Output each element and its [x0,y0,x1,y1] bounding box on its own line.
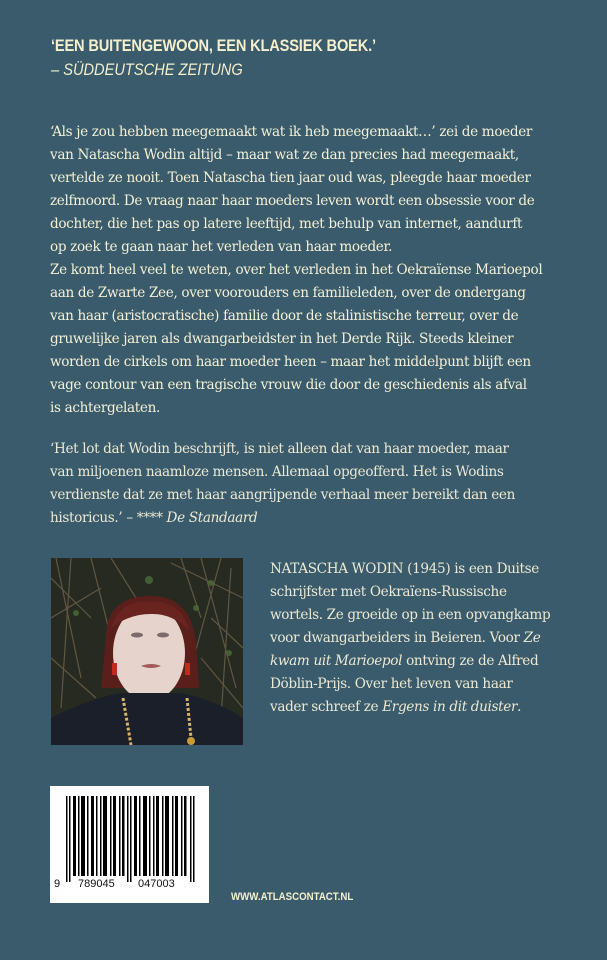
bio-line [270,650,550,673]
quote-last-text: historicus.’ – [50,510,137,526]
blurb-line: vertelde ze nooit. Toen Natascha tien jaar oud was, pleegde haar moeder [50,170,531,186]
bio-line: schrijfster met Oekraïens-Russische [270,584,507,600]
bio-line [270,627,550,650]
bio-text: ontving ze de Alfred [402,653,539,669]
barcode-lead-digit: 9 [54,878,61,890]
blurb-line: op zoek te gaan naar het verleden van haar moeder. [50,239,393,255]
blurb-line: aan de Zwarte Zee, over voorouders en familieleden, over de ondergang [50,285,526,301]
bio-text: . [517,699,522,715]
quote-line [50,507,515,530]
blurb-line: zelfmoord. De vraag naar haar moeders leven wordt een obsessie voor de [50,193,535,209]
author-portrait-image [51,558,243,745]
author-photo [51,558,243,745]
isbn-barcode [50,786,209,903]
blurb [50,121,542,420]
blurb-line: van Natascha Wodin altijd – maar wat ze dan precies had meegemaakt, [50,147,519,163]
blurb-line: dochter, die het pas op latere leeftijd, met behulp van internet, aandurft [50,216,523,232]
barcode-bars [66,796,196,882]
book-title: kwam uit Marioepol [270,653,403,669]
review-quote [50,438,515,530]
review-headline-source: – SÜDDEUTSCHE ZEITUNG [51,60,243,79]
blurb-line: Ze komt heel veel te weten, over het verleden in het Oekraïense Marioepol [50,262,543,278]
blurb-line: ‘Als je zou hebben meegemaakt wat ik heb meegemaakt…’ zei de moeder [50,124,533,140]
quote-line: verdienste dat ze met haar aangrijpende verhaal meer bereikt dan een [50,487,516,503]
blurb-line: worden de cirkels om haar moeder heen – maar het middelpunt blijft een [50,354,531,370]
author-bio [270,558,550,719]
bio-line [270,696,550,719]
bio-text: voor dwangarbeiders in Beieren. Voor [270,630,524,646]
quote-source: De Standaard [166,510,258,526]
quote-line: ‘Het lot dat Wodin beschrijft, is niet alleen dat van haar moeder, maar [50,441,509,457]
barcode-group-2: 047003 [138,878,175,890]
bio-line: NATASCHA WODIN (1945) is een Duitse [270,561,539,577]
blurb-line: is achtergelaten. [50,400,160,416]
book-title: Ergens in dit duister [382,699,518,715]
quote-line: van miljoenen naamloze mensen. Allemaal opgeofferd. Het is Wodins [50,464,504,480]
book-title: Ze [523,630,541,646]
bio-text: vader schreef ze [270,699,383,715]
bio-line: Döblin-Prijs. Over het leven van haar [270,676,513,692]
blurb-line: vage contour van een tragische vrouw die door de geschiedenis als afval [50,377,527,393]
blurb-line: gruwelijke jaren als dwangarbeidster in het Derde Rijk. Steeds kleiner [50,331,514,347]
review-headline: ‘EEN BUITENGEWOON, EEN KLASSIEK BOEK.’ [51,36,376,55]
barcode-group-1: 789045 [78,878,115,890]
blurb-line: van haar (aristocratische) familie door de stalinistische terreur, over de [50,308,519,324]
publisher-website: WWW.ATLASCONTACT.NL [231,891,354,903]
star-rating: **** [136,510,163,526]
bio-line: wortels. Ze groeide op in een opvangkamp [270,607,551,623]
